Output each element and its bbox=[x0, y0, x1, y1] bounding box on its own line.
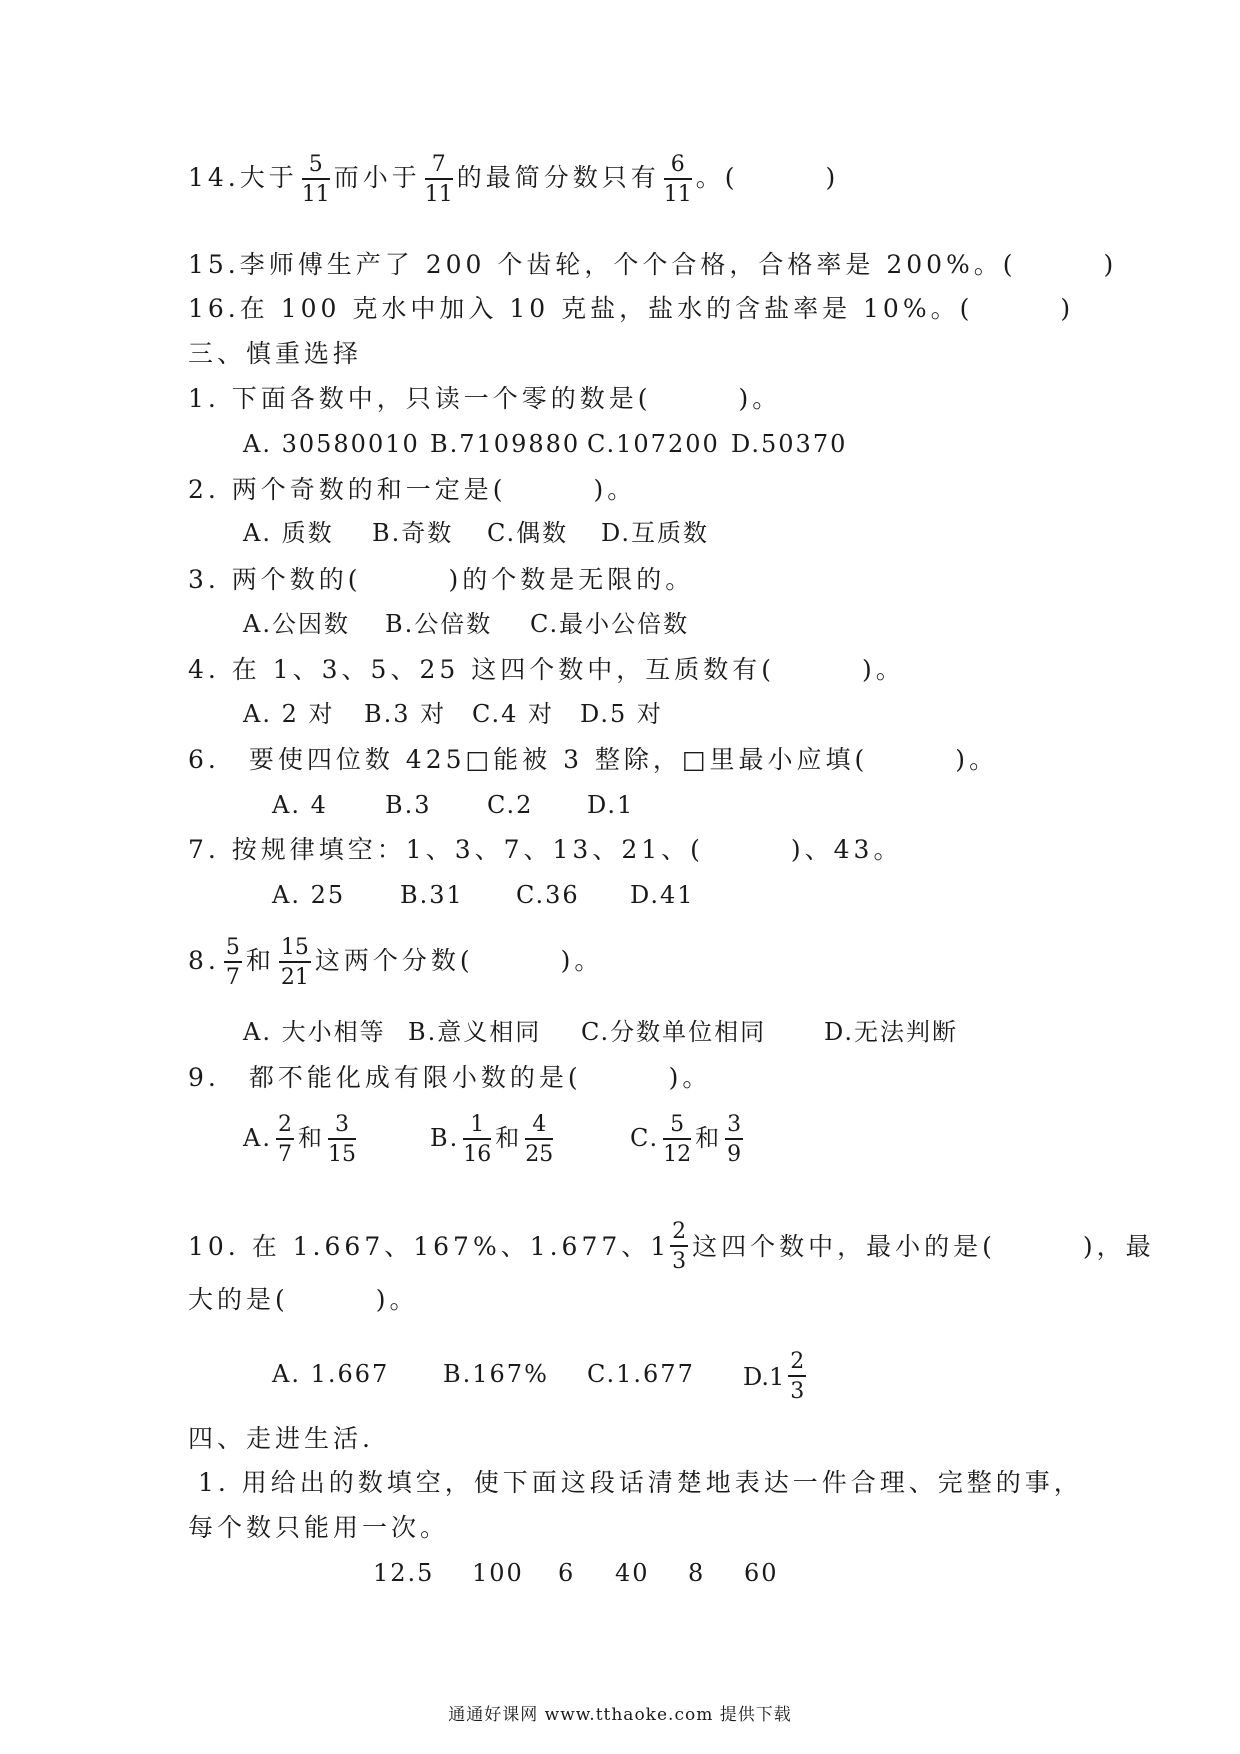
fraction-5-11: $\frac{5}{11}$ bbox=[301, 152, 330, 208]
s3q6-option-a: A. 4 bbox=[272, 791, 328, 819]
s3q10-option-a: A. 1.667 bbox=[272, 1360, 390, 1388]
s3q8-option-a: A. 大小相等 bbox=[243, 1018, 386, 1046]
s3q4-option-a: A. 2 对 bbox=[243, 700, 335, 728]
s3q10-option-c: C.1.677 bbox=[587, 1360, 695, 1388]
s3q4-option-d: D.5 对 bbox=[580, 700, 663, 728]
s3q8-option-c: C.分数单位相同 bbox=[581, 1018, 767, 1046]
s3q2-option-d: D.互质数 bbox=[601, 519, 710, 547]
s3-question-7: 7. 按规律填空：1、3、7、13、21、( )、43。 bbox=[188, 835, 903, 864]
s3q8-option-d: D.无法判断 bbox=[824, 1018, 959, 1046]
s3q2-option-b: B.奇数 bbox=[372, 519, 454, 547]
mixed-number-1-2-3: 1 $\frac{2}{3}$ bbox=[650, 1219, 687, 1275]
s4-num-4: 8 bbox=[688, 1559, 706, 1587]
fraction-15-21: $\frac{15}{21}$ bbox=[280, 935, 309, 991]
page-footer: 通通好课网 www.tthaoke.com 提供下载 bbox=[448, 1705, 792, 1725]
s3q9-option-b: B. $\frac{1}{16}$ 和 $\frac{4}{25}$ bbox=[430, 1112, 554, 1168]
s4-question-1-line1: 1. 用给出的数填空，使下面这段话清楚地表达一件合理、完整的事， bbox=[198, 1468, 1083, 1497]
s3q7-option-d: D.41 bbox=[630, 881, 695, 909]
q14-text-b: 而小于 bbox=[333, 163, 421, 193]
s3q1-option-d: D.50370 bbox=[731, 430, 848, 458]
s3q2-option-a: A. 质数 bbox=[243, 519, 334, 547]
s3q3-option-a: A.公因数 bbox=[243, 610, 350, 638]
q14-text-e: 。( ) bbox=[695, 163, 840, 193]
s4-question-1-line2: 每个数只能用一次。 bbox=[188, 1513, 450, 1542]
s3-question-8: 8. $\frac{5}{7}$ 和 $\frac{15}{21}$ 这两个分数( )。 bbox=[188, 935, 604, 991]
s3q7-option-c: C.36 bbox=[516, 881, 580, 909]
s4-num-2: 6 bbox=[558, 1559, 576, 1587]
s3q9-option-a: A. $\frac{2}{7}$ 和 $\frac{3}{15}$ bbox=[243, 1112, 356, 1168]
s3-question-10-cont: 大的是( )。 bbox=[188, 1285, 419, 1314]
s4-num-3: 40 bbox=[615, 1559, 650, 1587]
s3-question-2: 2. 两个奇数的和一定是( )。 bbox=[188, 475, 637, 504]
section-4-title: 四、走进生活. bbox=[188, 1424, 374, 1453]
s3-question-1: 1. 下面各数中，只读一个零的数是( )。 bbox=[188, 384, 782, 413]
s4-num-1: 100 bbox=[472, 1559, 524, 1587]
s3q1-option-a: A. 30580010 bbox=[243, 430, 420, 458]
fraction-6-11: $\frac{6}{11}$ bbox=[663, 152, 692, 208]
s3q9-option-c: C. $\frac{5}{12}$ 和 $\frac{3}{9}$ bbox=[630, 1112, 742, 1168]
s3q10-option-d: D.1 $\frac{2}{3}$ bbox=[743, 1349, 805, 1405]
s3q6-option-d: D.1 bbox=[587, 791, 635, 819]
question-15: 15.李师傅生产了 200 个齿轮，个个合格，合格率是 200%。( ) bbox=[188, 250, 1118, 279]
q14-text-a: 14.大于 bbox=[188, 163, 298, 193]
section-3-title: 三、慎重选择 bbox=[188, 339, 363, 368]
s3q7-option-b: B.31 bbox=[400, 881, 464, 909]
s4-num-5: 60 bbox=[744, 1559, 779, 1587]
fraction-5-7: $\frac{5}{7}$ bbox=[225, 935, 240, 991]
s3q4-option-c: C.4 对 bbox=[472, 700, 555, 728]
s3q3-option-c: C.最小公倍数 bbox=[530, 610, 690, 638]
s3q6-option-b: B.3 bbox=[385, 791, 432, 819]
s3q8-option-b: B.意义相同 bbox=[408, 1018, 542, 1046]
s3q3-option-b: B.公倍数 bbox=[385, 610, 493, 638]
s3q1-option-c: C.107200 bbox=[587, 430, 720, 458]
s3q7-option-a: A. 25 bbox=[272, 881, 346, 909]
s3q2-option-c: C.偶数 bbox=[487, 519, 569, 547]
s3q4-option-b: B.3 对 bbox=[364, 700, 447, 728]
s3-question-4: 4. 在 1、3、5、25 这四个数中，互质数有( )。 bbox=[188, 655, 905, 684]
s4-num-0: 12.5 bbox=[373, 1559, 435, 1587]
s3q1-option-b: B.7109880 bbox=[430, 430, 581, 458]
question-16: 16.在 100 克水中加入 10 克盐，盐水的含盐率是 10%。( ) bbox=[188, 294, 1075, 323]
q14-text-c: 的最简分数只有 bbox=[456, 163, 660, 193]
s3q10-option-b: B.167% bbox=[443, 1360, 549, 1388]
s3-question-10: 10. 在 1.667、167%、1.677、 1 $\frac{2}{3}$ 这四个数中，最小的是( )，最 bbox=[188, 1219, 1155, 1275]
fraction-7-11: $\frac{7}{11}$ bbox=[424, 152, 453, 208]
s3q6-option-c: C.2 bbox=[487, 791, 534, 819]
s3-question-9: 9. 都不能化成有限小数的是( )。 bbox=[188, 1063, 712, 1092]
question-14 bbox=[188, 153, 839, 206]
s3-question-6: 6. 要使四位数 425□能被 3 整除，□里最小应填( )。 bbox=[188, 745, 999, 774]
s3-question-3: 3. 两个数的( )的个数是无限的。 bbox=[188, 565, 695, 594]
